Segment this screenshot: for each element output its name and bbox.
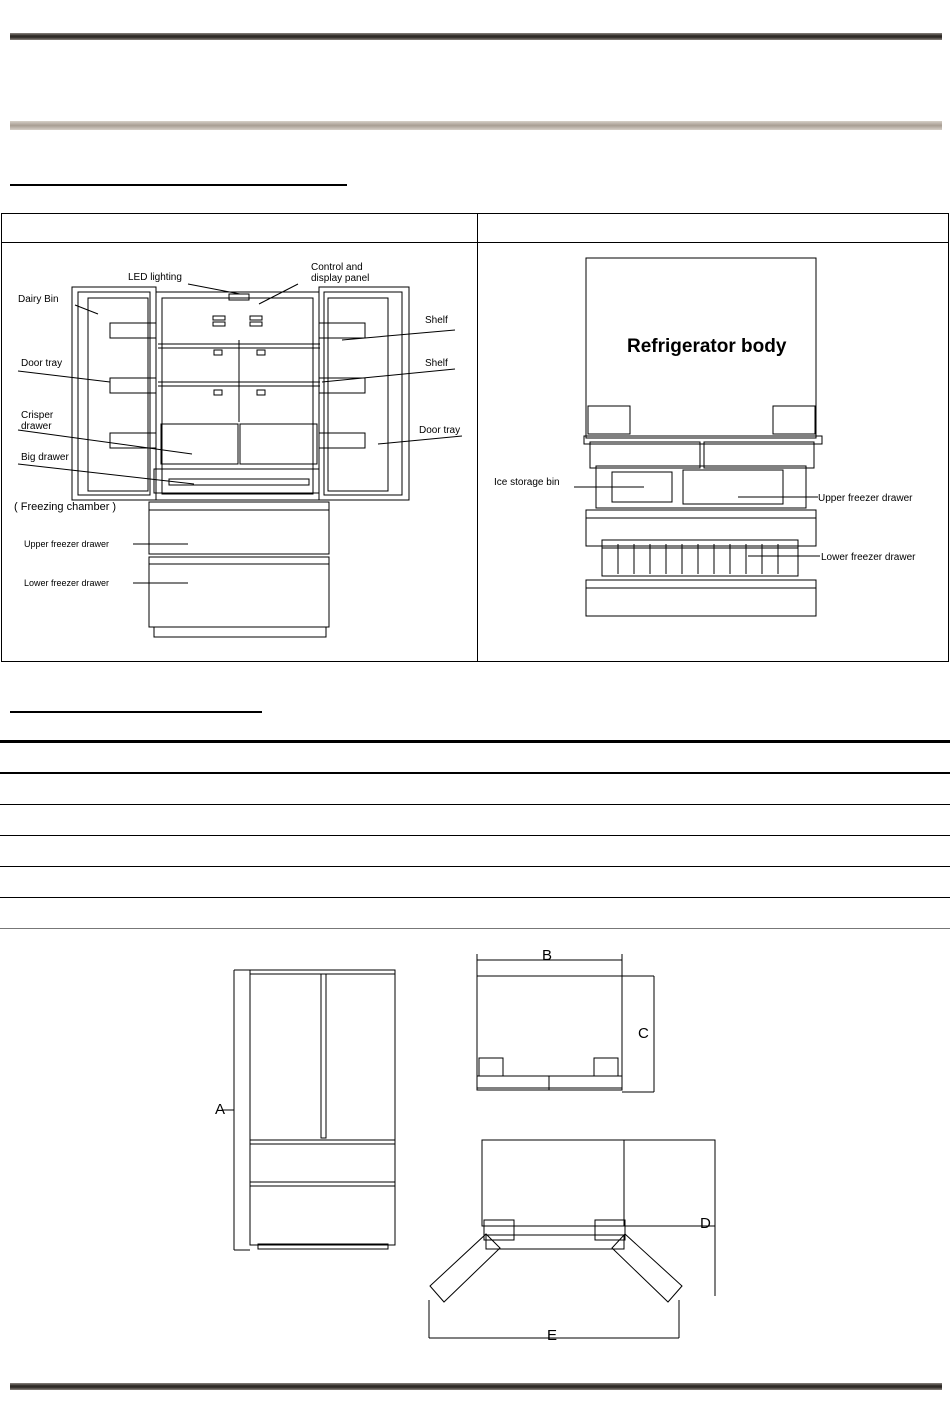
spec-table-row-rule <box>0 866 950 867</box>
section-heading-underline-2 <box>10 711 262 713</box>
dairy-bin-label: Dairy Bin <box>18 294 59 305</box>
header-rule <box>10 121 942 130</box>
lower-freezer-drawer-label: Lower freezer drawer <box>821 552 916 563</box>
shelf-label-1: Shelf <box>425 315 448 326</box>
dimension-d-label: D <box>700 1215 711 1232</box>
lower-freezer-label: Lower freezer drawer <box>24 578 110 588</box>
spec-table-row-rule <box>0 804 950 805</box>
bottom-rule <box>10 1383 942 1390</box>
control-panel-label-line1: Control and <box>311 262 363 273</box>
dimension-a-label: A <box>215 1101 226 1118</box>
figure-table-header-line <box>1 242 949 243</box>
dimension-e-label: E <box>547 1327 558 1344</box>
freezer-drawers-diagram <box>478 244 948 660</box>
top-rule <box>10 33 942 40</box>
door-tray-right-label: Door tray <box>419 425 461 436</box>
spec-table-top-rule <box>0 740 950 743</box>
dimension-diagrams <box>0 930 950 1370</box>
shelf-label-2: Shelf <box>425 358 448 369</box>
crisper-label-line1: Crisper <box>21 410 54 421</box>
ice-storage-bin-label: Ice storage bin <box>494 477 560 488</box>
door-tray-left-label: Door tray <box>21 358 63 369</box>
upper-freezer-label: Upper freezer drawer <box>24 539 110 549</box>
spec-table-bottom-rule <box>0 928 950 929</box>
control-panel-label-line2: display panel <box>311 273 370 284</box>
crisper-label-line2: drawer <box>21 421 52 432</box>
refrigerator-body-label: Refrigerator body <box>627 336 787 357</box>
led-lighting-label: LED lighting <box>128 272 182 283</box>
big-drawer-label: Big drawer <box>21 452 69 463</box>
refrigerator-interior-diagram <box>2 244 476 660</box>
dimension-c-label: C <box>638 1025 649 1042</box>
spec-table-row-rule <box>0 835 950 836</box>
spec-table-row-rule <box>0 897 950 898</box>
upper-freezer-drawer-label: Upper freezer drawer <box>818 493 913 504</box>
dimension-b-label: B <box>542 947 553 964</box>
spec-table-header-rule <box>0 772 950 774</box>
section-heading-underline <box>10 184 347 186</box>
freezing-chamber-label: ( Freezing chamber ) <box>14 501 117 513</box>
